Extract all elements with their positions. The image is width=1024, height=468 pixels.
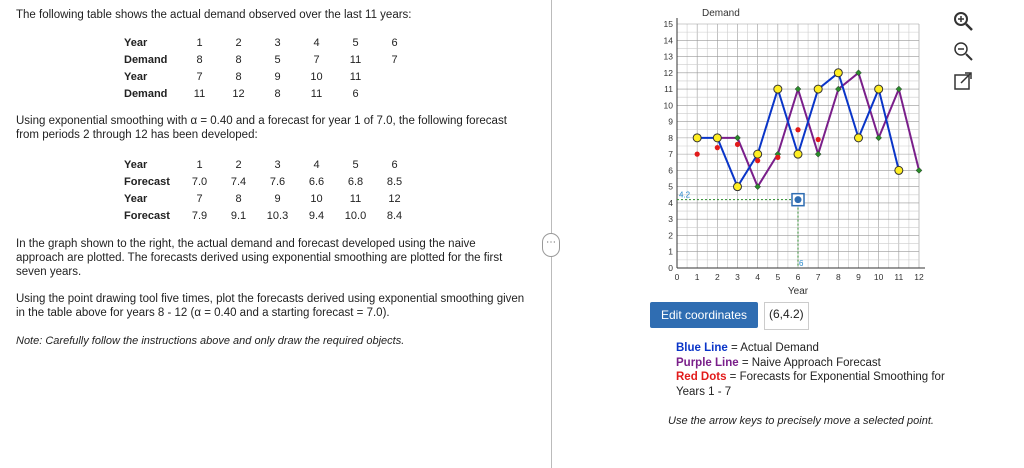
actual-demand-point [713,134,721,142]
x-tick-label: 5 [775,272,781,282]
y-tick-label: 4 [668,197,673,208]
x-tick-label: 11 [894,272,904,282]
instruction-text: Using the point drawing tool five times, plot the forecasts derived using exponential smoothing given in the table above for years 8 - 12 (α = 0.40 and a starting forecast = 7.0). [16,293,525,319]
exp-smoothing-point [775,155,780,160]
actual-demand-point [814,85,822,93]
naive-forecast-point [735,135,741,141]
table-row: Year 7 8 9 10 11 12 [124,192,401,205]
table-row: Demand 8 8 5 7 11 7 [124,53,398,66]
naive-forecast-point [916,167,922,173]
y-tick-label: 3 [668,214,673,225]
y-tick-label: 9 [668,116,673,127]
actual-demand-point [774,85,782,93]
intro-text: The following table shows the actual demand observed over the last 11 years: [16,9,412,21]
naive-forecast-point [815,151,821,157]
x-tick-label: 4 [755,272,761,282]
y-tick-label: 14 [663,35,673,46]
coordinate-readout: (6,4.2) [764,302,809,330]
edit-coordinates-button[interactable]: Edit coordinates [650,302,758,328]
naive-forecast-point [896,86,902,92]
table-row: Year 7 8 9 10 11 [124,70,362,83]
exp-smoothing-point [795,127,800,132]
selected-x-label: 6 [799,259,804,268]
resize-handle[interactable]: ⋯ [542,233,560,257]
naive-forecast-point [795,86,801,92]
x-tick-label: 8 [835,272,841,282]
legend-purple: Purple Line = Naive Approach Forecast [676,356,881,369]
legend-blue: Blue Line = Actual Demand [676,342,819,354]
table-row: Year 1 2 3 4 5 6 [124,158,398,171]
y-tick-label: 1 [668,246,673,257]
legend-red: Red Dots = Forecasts for Exponential Smoothing for Years 1 - 7 [676,371,945,398]
y-tick-label: 7 [668,149,673,160]
y-tick-label: 5 [668,181,673,192]
y-tick-label: 12 [663,67,673,78]
exp-smoothing-point [715,145,720,150]
exp-smoothing-point [816,137,821,142]
actual-demand-point [834,69,842,77]
selected-point [795,196,802,203]
question-panel [16,8,526,22]
y-tick-label: 0 [668,263,673,273]
y-tick-label: 2 [668,230,673,241]
x-tick-label: 3 [735,272,740,282]
actual-demand-point [855,134,863,142]
selected-y-label: 4.2 [679,190,691,200]
x-tick-label: 10 [873,272,884,282]
y-tick-label: 6 [668,165,673,176]
table-row: Demand 11 12 8 11 6 [124,87,359,100]
x-tick-label: 7 [815,272,821,282]
naive-forecast-point [876,135,882,141]
x-tick-label: 12 [914,272,924,282]
x-tick-label: 2 [714,272,720,282]
y-tick-label: 8 [668,132,673,143]
zoom-in-icon[interactable] [952,10,974,32]
zoom-out-icon[interactable] [952,40,974,62]
actual-demand-point [895,166,903,174]
table-row: Forecast 7.9 9.1 10.3 9.4 10.0 8.4 [124,209,403,222]
y-tick-label: 10 [663,100,673,111]
table-row: Forecast 7.0 7.4 7.6 6.6 6.8 8.5 [124,175,403,188]
x-tick-label: 1 [694,272,700,282]
chart-legend [676,341,956,399]
table-row: Year 1 2 3 4 5 6 [124,34,414,51]
expand-icon[interactable] [952,70,974,92]
x-tick-label: 0 [674,272,680,282]
demand-chart[interactable] [648,2,948,302]
chart-grid [677,24,919,268]
smoothing-text: Using exponential smoothing with α = 0.40 and a forecast for year 1 of 7.0, the following forecast from periods 2 through 12 has been developed: [16,115,507,141]
x-tick-label: 6 [795,272,801,282]
y-tick-label: 15 [663,19,673,29]
note-text: Note: Carefully follow the instructions above and only draw the required objects. [16,335,405,347]
x-tick-label: 9 [856,272,861,282]
actual-demand-point [754,150,762,158]
exp-smoothing-point [755,158,760,163]
row-label: Year [124,36,148,49]
actual-demand-point [875,85,883,93]
y-tick-label: 13 [663,51,673,62]
tick-labels [664,19,924,282]
demand-table [124,34,414,102]
actual-demand-point [794,150,802,158]
actual-demand-point [693,134,701,142]
graph-description: In the graph shown to the right, the actual demand and forecast developed using the naive approach are plotted. The forecasts derived using exponential smoothing are plotted for the first seven years. [16,238,503,278]
keyboard-hint: Use the arrow keys to precisely move a selected point. [668,415,934,427]
chart-toolbar [952,10,974,100]
forecast-table [124,156,414,224]
chart-marks [677,69,922,268]
exp-smoothing-point [735,142,740,147]
x-axis-label: Year [787,286,809,297]
chart-title: Demand [702,8,740,19]
actual-demand-point [734,183,742,191]
y-tick-label: 11 [664,84,673,95]
exp-smoothing-point [695,152,700,157]
